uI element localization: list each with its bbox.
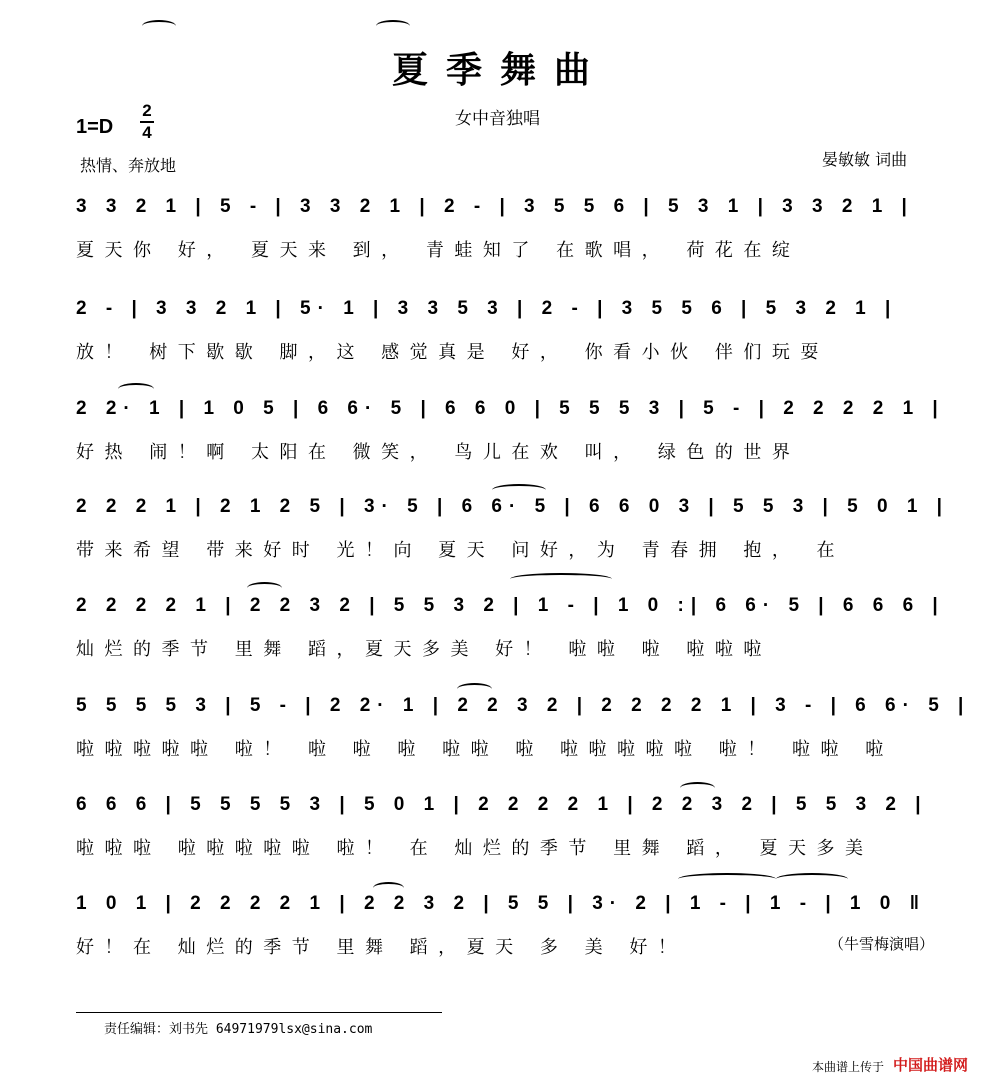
notation-line: [0, 685, 1000, 725]
tie-slur: [678, 873, 776, 885]
lyrics-line: 夏天你 好， 夏天来 到， 青蛙知了 在歌唱， 荷花在绽: [76, 240, 801, 261]
notation-line: [0, 186, 1000, 226]
tie-slur: [680, 782, 715, 794]
notation-text: 5 5 5 5 3 | 5 - | 2 2· 1 | 2 2 3 2 | 2 2 2 2 1 | 3 - | 6 6· 5 |: [76, 695, 971, 716]
tie-slur: [457, 683, 492, 695]
notation-text: 2 - | 3 3 2 1 | 5· 1 | 3 3 5 3 | 2 - | 3 5 5 6 | 5 3 2 1 |: [76, 298, 898, 319]
lyrics-line: 好热 闹！啊 太阳在 微笑， 鸟儿在欢 叫， 绿色的世界: [76, 442, 801, 463]
lyrics-line: 啦啦啦 啦啦啦啦啦 啦！ 在 灿烂的季节 里舞 蹈， 夏天多美: [76, 838, 874, 859]
tie-slur: [373, 882, 404, 894]
staff-row: [0, 585, 1000, 685]
lyrics-line: 好！在 灿烂的季节 里舞 蹈，夏天 多 美 好！: [76, 937, 687, 958]
notation-text: 2 2· 1 | 1 0 5 | 6 6· 5 | 6 6 0 | 5 5 5 3 | 5 - | 2 2 2 2 1 |: [76, 398, 945, 419]
tie-slur: [510, 573, 612, 585]
tempo-marking: 热情、奔放地: [80, 156, 177, 175]
tie-slur: [142, 20, 176, 32]
page-title: 夏季舞曲: [391, 49, 608, 91]
meter-top: 2: [142, 101, 152, 120]
key-signature: 1=D: [76, 116, 114, 138]
tie-slur: [776, 873, 848, 885]
lyrics-line: 放！ 树下歇歇 脚，这 感觉真是 好， 你看小伙 伴们玩耍: [76, 342, 829, 363]
footer-divider: [76, 1012, 442, 1013]
staff-row: [0, 685, 1000, 785]
composer: 晏敏敏 词曲: [822, 150, 908, 169]
upload-note: 本曲谱上传于: [812, 1060, 885, 1074]
staff-row: [0, 388, 1000, 488]
editor-credit: 责任编辑：刘书先 64971979lsx@sina.com: [104, 1022, 373, 1037]
meter-bottom: 4: [142, 123, 152, 142]
tie-slur: [376, 20, 410, 32]
site-logo: 中国曲谱网: [893, 1056, 969, 1074]
subtitle: 女中音独唱: [455, 109, 540, 129]
notation-text: 6 6 6 | 5 5 5 5 3 | 5 0 1 | 2 2 2 2 1 | 2 2 3 2 | 5 5 3 2 |: [76, 794, 928, 815]
staff-row: [0, 288, 1000, 388]
performer-credit: （牛雪梅演唱）: [829, 935, 935, 953]
notation-text: 1 0 1 | 2 2 2 2 1 | 2 2 3 2 | 5 5 | 3· 2 | 1 - | 1 - | 1 0 ‖: [76, 893, 927, 914]
notation-line: [0, 784, 1000, 824]
notation-text: 2 2 2 1 | 2 1 2 5 | 3· 5 | 6 6· 5 | 6 6 0 3 | 5 5 3 | 5 0 1 |: [76, 496, 949, 517]
tie-slur: [118, 383, 154, 395]
notation-line: [0, 288, 1000, 328]
tie-slur: [247, 582, 282, 594]
staff-row: [0, 486, 1000, 586]
notation-text: 3 3 2 1 | 5 - | 3 3 2 1 | 2 - | 3 5 5 6 | 5 3 1 | 3 3 2 1 |: [76, 196, 914, 217]
staff-row: [0, 186, 1000, 286]
notation-text: 2 2 2 2 1 | 2 2 3 2 | 5 5 3 2 | 1 - | 1 0 :| 6 6· 5 | 6 6 6 |: [76, 595, 945, 616]
time-signature: [140, 102, 154, 142]
lyrics-line: 灿烂的季节 里舞 蹈，夏天多美 好！ 啦啦 啦 啦啦啦: [76, 639, 772, 660]
notation-line: [0, 585, 1000, 625]
notation-line: [0, 883, 1000, 923]
tie-slur: [492, 484, 546, 496]
lyrics-line: 带来希望 带来好时 光！向 夏天 问好，为 青春拥 抱， 在: [76, 540, 846, 561]
lyrics-line: 啦啦啦啦啦 啦！ 啦 啦 啦 啦啦 啦 啦啦啦啦啦 啦！ 啦啦 啦: [76, 739, 894, 760]
staff-row: [0, 784, 1000, 884]
